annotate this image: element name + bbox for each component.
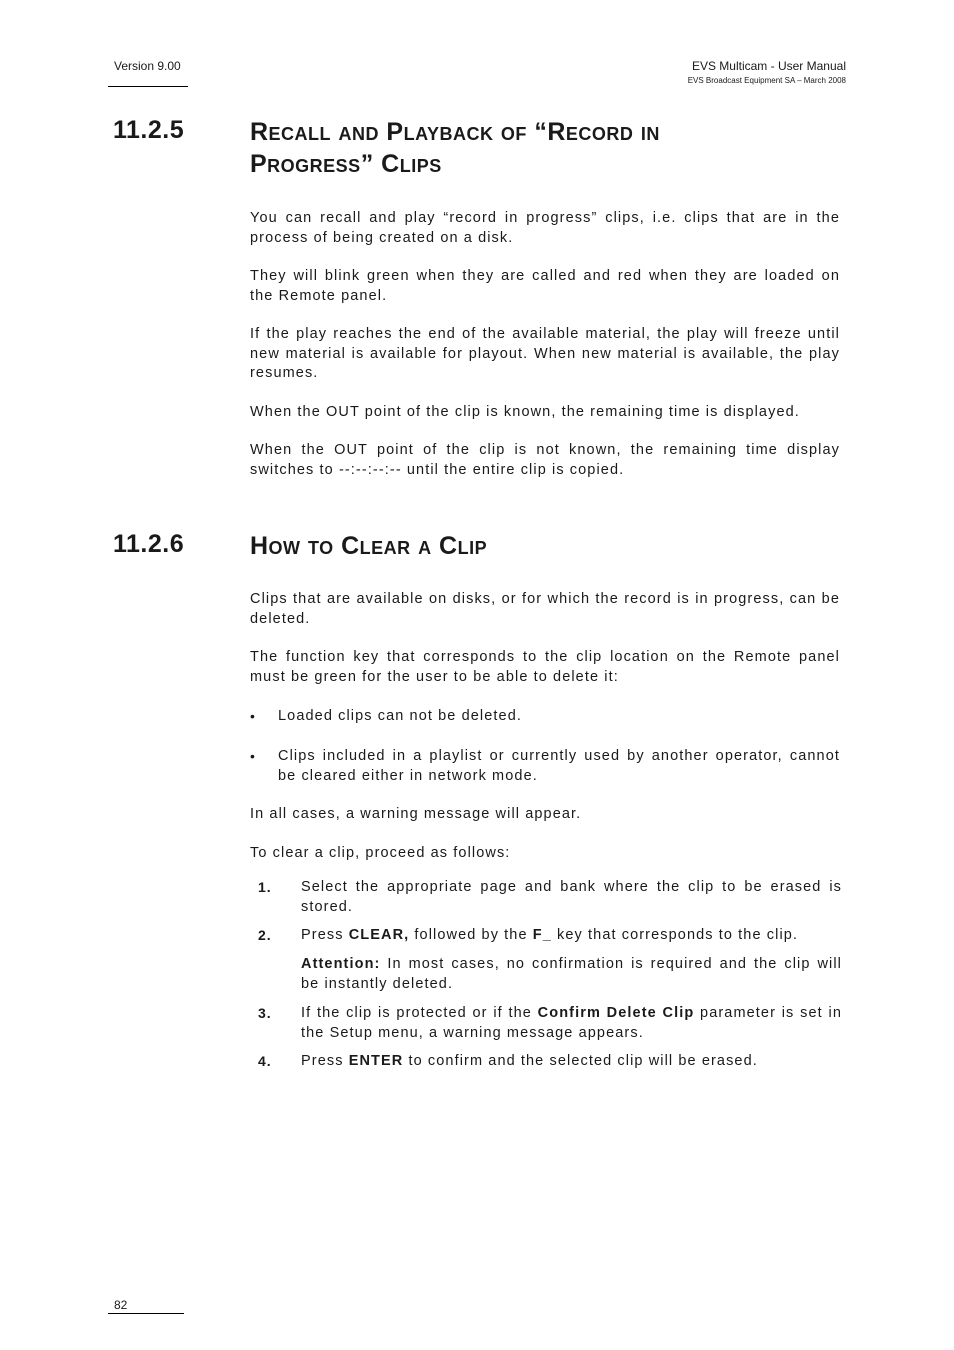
- attention-note: Attention: In most cases, no confirmation is required and the clip will be instantly deleted.: [301, 956, 842, 992]
- bullet-icon: •: [250, 748, 255, 764]
- paragraph: The function key that corresponds to the clip location on the Remote panel must be green for the user to be able to delete it:: [250, 649, 840, 685]
- section-title: How to Clear a Clip: [250, 532, 488, 560]
- list-item: Loaded clips can not be deleted.: [278, 708, 522, 724]
- header-rule: [108, 86, 188, 87]
- manual-title: EVS Multicam - User Manual: [691, 59, 846, 73]
- section-title-line1: Recall and Playback of “Record in: [250, 118, 660, 146]
- section-title: [250, 116, 810, 180]
- footer-rule: [108, 1313, 184, 1314]
- procedure-intro: To clear a clip, proceed as follows:: [250, 845, 511, 861]
- paragraph: You can recall and play “record in progress” clips, i.e. clips that are in the process of being created on a disk.: [250, 210, 840, 246]
- paragraph: If the play reaches the end of the available material, the play will freeze until new material is available for playout. When new material is available, the play resumes.: [250, 326, 840, 381]
- step-number: 3.: [258, 1005, 272, 1021]
- section-number: 11.2.6: [113, 530, 185, 558]
- page-number: 82: [114, 1298, 128, 1312]
- version-label: Version 9.00: [114, 59, 181, 73]
- step-text: Press CLEAR, followed by the F_ key that corresponds to the clip.: [301, 927, 799, 943]
- paragraph: Clips that are available on disks, or for which the record is in progress, can be deleted.: [250, 591, 840, 627]
- step-number: 4.: [258, 1053, 272, 1069]
- paragraph: When the OUT point of the clip is not known, the remaining time display switches to --:--:--:-- until the entire clip is copied.: [250, 442, 840, 478]
- step-number: 1.: [258, 879, 272, 895]
- paragraph: When the OUT point of the clip is known, the remaining time is displayed.: [250, 404, 800, 420]
- paragraph: They will blink green when they are called and red when they are loaded on the Remote panel.: [250, 268, 840, 304]
- header-info: [688, 59, 846, 85]
- step-text: Select the appropriate page and bank where the clip to be erased is stored.: [301, 879, 842, 915]
- section-number: 11.2.5: [113, 116, 185, 144]
- step-text: Press ENTER to confirm and the selected clip will be erased.: [301, 1053, 758, 1069]
- paragraph: In all cases, a warning message will appear.: [250, 806, 582, 822]
- publisher-line: EVS Broadcast Equipment SA – March 2008: [687, 76, 846, 85]
- step-text: If the clip is protected or if the Confirm Delete Clip parameter is set in the Setup menu, a warning message appears.: [301, 1005, 842, 1041]
- section-title-line2: Progress” Clips: [250, 150, 442, 178]
- list-item: Clips included in a playlist or currently used by another operator, cannot be cleared either in network mode.: [278, 748, 840, 784]
- bullet-icon: •: [250, 708, 255, 724]
- step-number: 2.: [258, 927, 272, 943]
